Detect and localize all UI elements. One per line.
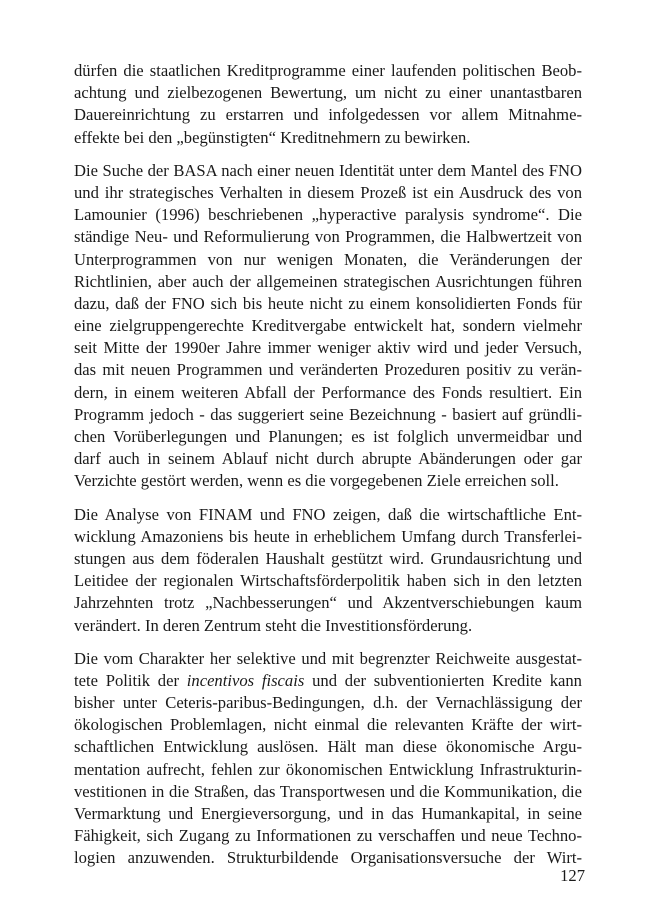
text-line: Die vom Charakter her selektive und mit begrenzter Reichweite ausgestat- xyxy=(74,648,582,668)
text-line: Verzichte gestört werden, wenn es die vorgegebenen Ziele erreichen soll. xyxy=(74,471,559,491)
text-line: ständige Neu- und Reformulierung von Programmen, die Halbwertzeit von xyxy=(74,227,582,247)
text-line: stungen aus dem föderalen Haushalt gestützt wird. Grundausrichtung und xyxy=(74,548,582,568)
text-line: dern, in einem weiteren Abfall der Performance des Fonds resultiert. Ein xyxy=(74,382,582,402)
text-line: Vermarktung und Energieversorgung, und in das Humankapital, in seine xyxy=(74,804,582,823)
text-line: vestitionen in die Straßen, das Transportwesen und die Kommunikation, die xyxy=(74,781,582,801)
text-line: logien anzuwenden. Strukturbildende Organisationsversuche der Wirt- xyxy=(74,848,582,868)
text-line: darf auch in seinem Ablauf nicht durch abrupte Abänderungen oder gar xyxy=(74,449,582,469)
text-line: und ihr strategisches Verhalten in diesem Prozeß ist ein Ausdruck des von xyxy=(74,182,582,202)
paragraph-1 xyxy=(74,60,582,149)
text-line: Dauereinrichtung zu erstarren und infolgedessen vor allem Mitnahme- xyxy=(74,105,582,125)
text-line: dürfen die staatlichen Kreditprogramme einer laufenden politischen Beob- xyxy=(74,61,582,80)
text-line: Leitidee der regionalen Wirtschaftsförderpolitik haben sich in den letzten xyxy=(74,571,582,591)
text-line: Die Suche der BASA nach einer neuen Identität unter dem Mantel des FNO xyxy=(74,160,582,180)
text-line: seit Mitte der 1990er Jahre immer weniger aktiv wird und jeder Versuch, xyxy=(74,338,582,358)
text-line: achtung und zielbezogenen Bewertung, um nicht zu einer unantastbaren xyxy=(74,83,582,103)
text-line: Jahrzehnten trotz „Nachbesserungen“ und Akzentverschiebungen kaum xyxy=(74,593,582,613)
text-line: ökologischen Problemlagen, nicht einmal die relevanten Kräfte der wirt- xyxy=(74,715,582,735)
text-line: Lamounier (1996) beschriebenen „hyperactive paralysis syndrome“. Die xyxy=(74,205,582,225)
text-segment: und der subventionierten Kredite kann xyxy=(312,670,582,690)
text-line: dazu, daß der FNO sich bis heute nicht zu einem konsolidierten Fonds für xyxy=(74,293,582,313)
text-line: Richtlinien, aber auch der allgemeinen strategischen Ausrichtungen führen xyxy=(74,271,582,291)
text-line: bisher unter Ceteris-paribus-Bedingungen, d.h. der Vernachlässigung der xyxy=(74,693,582,713)
text-line: mentation aufrecht, fehlen zur ökonomischen Entwicklung Infrastrukturin- xyxy=(74,759,582,779)
text-line: effekte bei den „begünstigten“ Kreditnehmern zu bewirken. xyxy=(74,127,471,147)
text-line: Fähigkeit, sich Zugang zu Informationen zu verschaffen und neue Techno- xyxy=(74,826,582,846)
text-line: wicklung Amazoniens bis heute in erheblichem Umfang durch Transferlei- xyxy=(74,526,582,546)
text-line: Die Analyse von FINAM und FNO zeigen, daß die wirtschaftliche Ent- xyxy=(74,504,582,524)
text-line: chen Vorüberlegungen und Planungen; es ist folglich unvermeidbar und xyxy=(74,427,582,446)
text-line: Programm jedoch - das suggeriert seine Bezeichnung - basiert auf gründli- xyxy=(74,404,582,424)
text-line: Unterprogrammen von nur wenigen Monaten, die Veränderungen der xyxy=(74,249,582,269)
text-line: schaftlichen Entwicklung auslösen. Hält man diese ökonomische Argu- xyxy=(74,737,582,757)
text-line: eine zielgruppengerechte Kreditvergabe entwickelt hat, sondern vielmehr xyxy=(74,316,582,336)
body-text xyxy=(74,60,582,881)
page-number: 127 xyxy=(560,866,585,885)
text-line: verändert. In deren Zentrum steht die Investitionsförderung. xyxy=(74,615,473,635)
italic-term: incentivos fiscais xyxy=(186,670,305,690)
text-segment: tete Politik der xyxy=(74,670,187,690)
text-line-with-italic xyxy=(74,670,582,692)
text-line: das mit neuen Programmen und veränderten Prozeduren positiv zu verän- xyxy=(74,360,582,380)
paragraph-3 xyxy=(74,504,582,637)
paragraph-4 xyxy=(74,648,582,870)
paragraph-2 xyxy=(74,160,582,493)
